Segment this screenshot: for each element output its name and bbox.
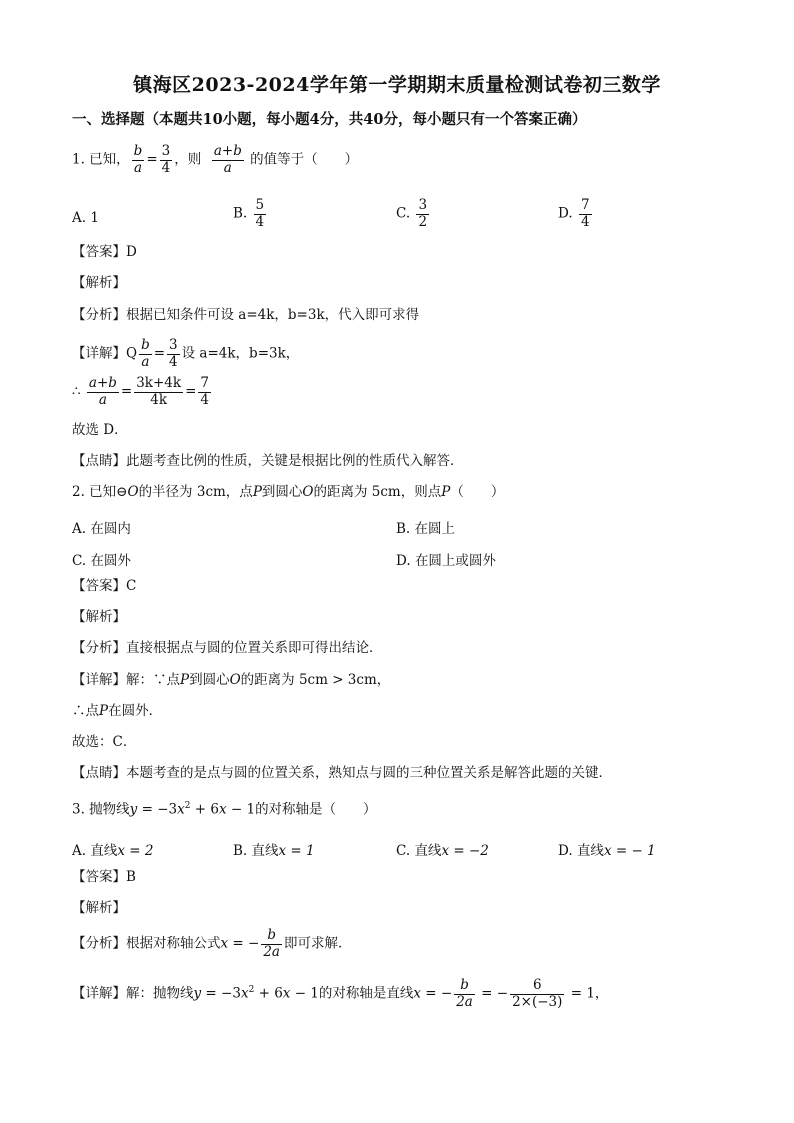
q3-option-a: A. 直线x = 2 [72,843,154,859]
q1-fenxi: 【分析】根据已知条件可设 a=4k，b=3k，代入即可求得 [72,307,420,323]
q2-choice: 故选：C． [72,734,137,750]
q1-option-d: D. $\frac{7}{4}$ [558,197,590,230]
q1-option-b: B. $\frac{5}{4}$ [233,197,265,230]
q2-analysis-label: 【解析】 [72,609,126,625]
section-heading: 一、选择题（本题共10小题，每小题4分，共40分，每小题只有一个答案正确） [72,111,587,128]
q2-comment: 【点睛】本题考查的是点与圆的位置关系，熟知点与圆的三种位置关系是解答此题的关键． [72,765,612,781]
q2-answer: 【答案】C [72,578,137,594]
expr-fraction: $\frac{a+b}{a}$ [213,143,242,176]
q1-derivation: ∴ $\frac{a+b}{a}$ = $\frac{3k+4k}{4k}$ = $\frac{7}{4}$ [72,375,209,408]
q2-option-d: D. 在圆上或圆外 [396,553,496,569]
q1-analysis-label: 【解析】 [72,275,126,291]
q2-detail: 【详解】解：∵点P到圆心O的距离为 5cm > 3cm， [72,672,391,688]
q3-analysis-label: 【解析】 [72,900,126,916]
q3-detail: 【详解】解：抛物线$y = -3x^2 + 6x - 1$的对称轴是直线x = − $\frac{b}{2a}$ = − $\frac{6}{2\times(-3)}$ = 1， [72,977,609,1010]
q2-option-c: C. 在圆外 [72,553,131,569]
q1-answer: 【答案】D [72,244,137,260]
q3-answer: 【答案】B [72,869,136,885]
q1-choice: 故选 D． [72,422,128,438]
q1-option-c: C. $\frac{3}{2}$ [396,197,428,230]
q1-option-a: A. 1 [72,210,99,226]
q1-comment: 【点睛】此题考查比例的性质，关键是根据比例的性质代入解答． [72,453,464,469]
given-value-fraction: $\frac{3}{4}$ [161,143,171,176]
q2-option-a: A. 在圆内 [72,521,131,537]
q1-detail: 【详解】Q $\frac{b}{a}$ = $\frac{3}{4}$ 设 a=4k，b=3k， [72,337,300,370]
page-title: 镇海区2023-2024学年第一学期期末质量检测试卷初三数学 [133,74,661,96]
q2-conclusion: ∴点P在圆外． [72,703,163,719]
q1-stem: 1. 已知， $\frac{b}{a}$ = $\frac{3}{4}$ ，则 $\frac{a+b}{a}$ 的值等于（ ） [72,143,359,176]
given-fraction: $\frac{b}{a}$ [133,143,143,176]
q3-option-d: D. 直线x = − 1 [558,843,656,859]
q3-option-b: B. 直线x = 1 [233,843,315,859]
q3-stem: 3. 抛物线$y = -3x^2 + 6x - 1$的对称轴是（ ） [72,801,377,818]
q2-stem: 2. 已知⊖O的半径为 3cm，点P到圆心O的距离为 5cm，则点P（ ） [72,484,505,500]
q3-option-c: C. 直线x = −2 [396,843,489,859]
q2-fenxi: 【分析】直接根据点与圆的位置关系即可得出结论． [72,640,383,656]
q2-option-b: B. 在圆上 [396,521,456,537]
q3-fenxi: 【分析】根据对称轴公式x = − $\frac{b}{2a}$ 即可求解． [72,927,352,960]
